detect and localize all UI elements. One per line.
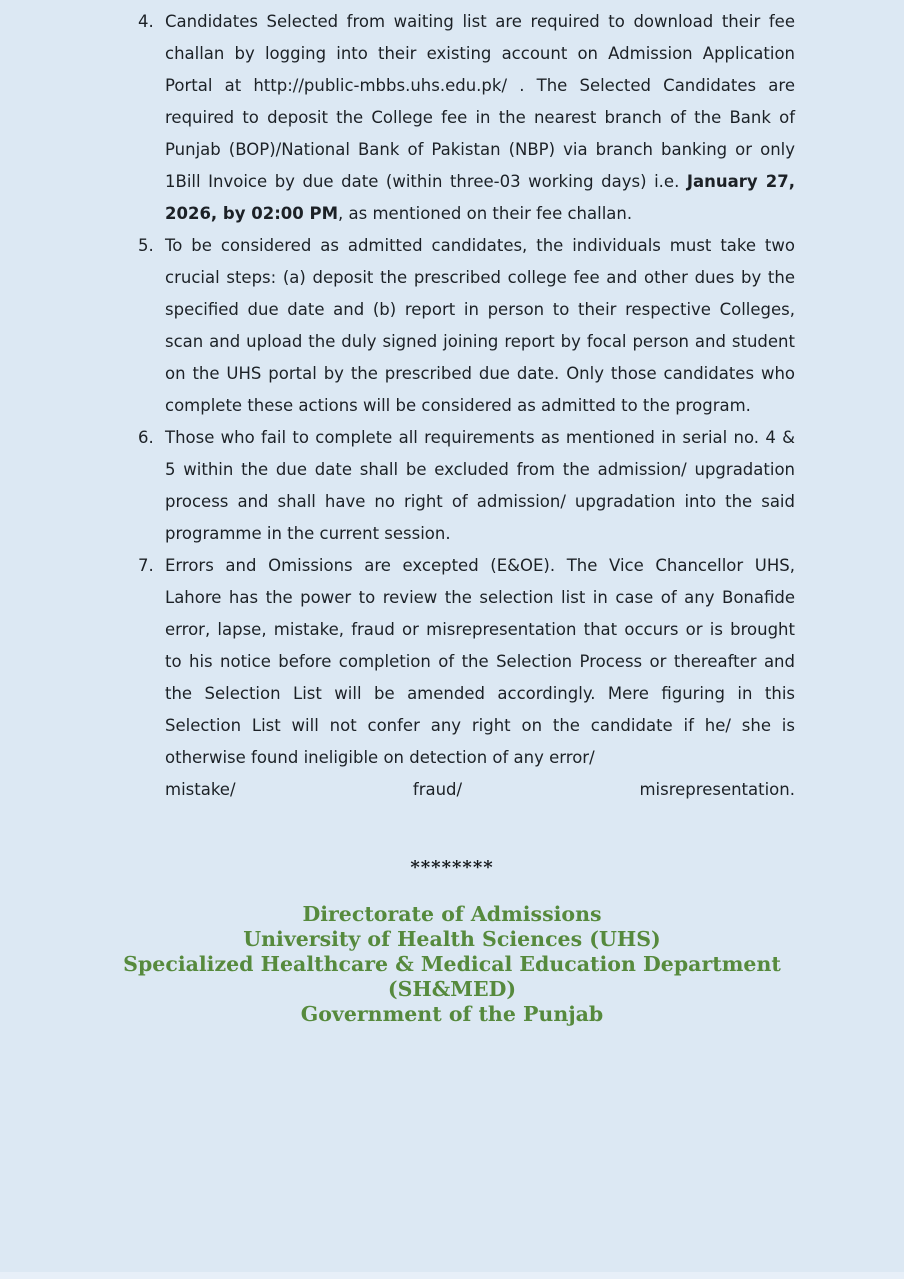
signature-block — [0, 902, 904, 1027]
item-text — [165, 6, 795, 230]
page-bottom-edge — [0, 1272, 904, 1279]
item-text-segment: Errors and Omissions are excepted (E&OE). The Vice Chancellor UHS, Lahore has the power to review the selection list in case of any Bonafide error, lapse, mistake, fraud or misrepresentation that occurs or is brought to his notice before completion of the Selection Process or thereafter and the Selection List will be amended accordingly. Mere figuring in this Selection List will not confer any right on the candidate if he/ she is otherwise found ineligible on detection of any error/ — [165, 556, 795, 767]
item-text: Those who fail to complete all requirements as mentioned in serial no. 4 & 5 within the due date shall be excluded from the admission/ upgradation process and shall have no right of admission/ upgradation into the said programme in the current session. — [165, 428, 795, 543]
justified-last-line — [165, 774, 795, 806]
item-text-segment: Candidates Selected from waiting list are required to download their fee challan by logging into their existing account on Admission Application Portal at http://public-mbbs.uhs.edu.pk/ . The Selected Candidates are required to deposit the College fee in the nearest branch of the Bank of Punjab (BOP)/National Bank of Pakistan (NBP) via branch banking or only 1Bill Invoice by due date (within three-03 working days) i.e. — [165, 12, 795, 191]
item-text — [165, 550, 795, 806]
spread-word: misrepresentation. — [639, 780, 795, 799]
item-text-segment: , as mentioned on their fee challan. — [338, 204, 633, 223]
signature-line-department-abbr: (SH&MED) — [387, 977, 517, 1001]
item-number: 7. — [138, 556, 154, 575]
asterisk-separator: ******** — [410, 857, 494, 878]
list-item-4 — [138, 6, 795, 230]
item-text: To be considered as admitted candidates, the individuals must take two crucial steps: (a) deposit the prescribed college fee and other dues by the specified due date and (b) report in person to their respective Colleges, scan and upload the duly signed joining report by focal person and student on the UHS portal by the prescribed due date. Only those candidates who complete these actions will be considered as admitted to the program. — [165, 236, 795, 415]
spread-word: fraud/ — [412, 780, 463, 799]
list-item-5 — [138, 230, 795, 422]
signature-line-department: Specialized Healthcare & Medical Education Department — [123, 952, 781, 976]
item-number: 5. — [138, 236, 154, 255]
list-item-7 — [138, 550, 795, 806]
item-number: 4. — [138, 12, 154, 31]
item-number: 6. — [138, 428, 154, 447]
list-item-6 — [138, 422, 795, 550]
spread-word: mistake/ — [165, 780, 236, 799]
signature-line-directorate: Directorate of Admissions — [302, 902, 602, 926]
signature-line-government: Government of the Punjab — [300, 1002, 604, 1026]
due-date-deadline: January 27, 2026, by 02:00 PM — [165, 172, 795, 223]
signature-line-university: University of Health Sciences (UHS) — [243, 927, 661, 951]
